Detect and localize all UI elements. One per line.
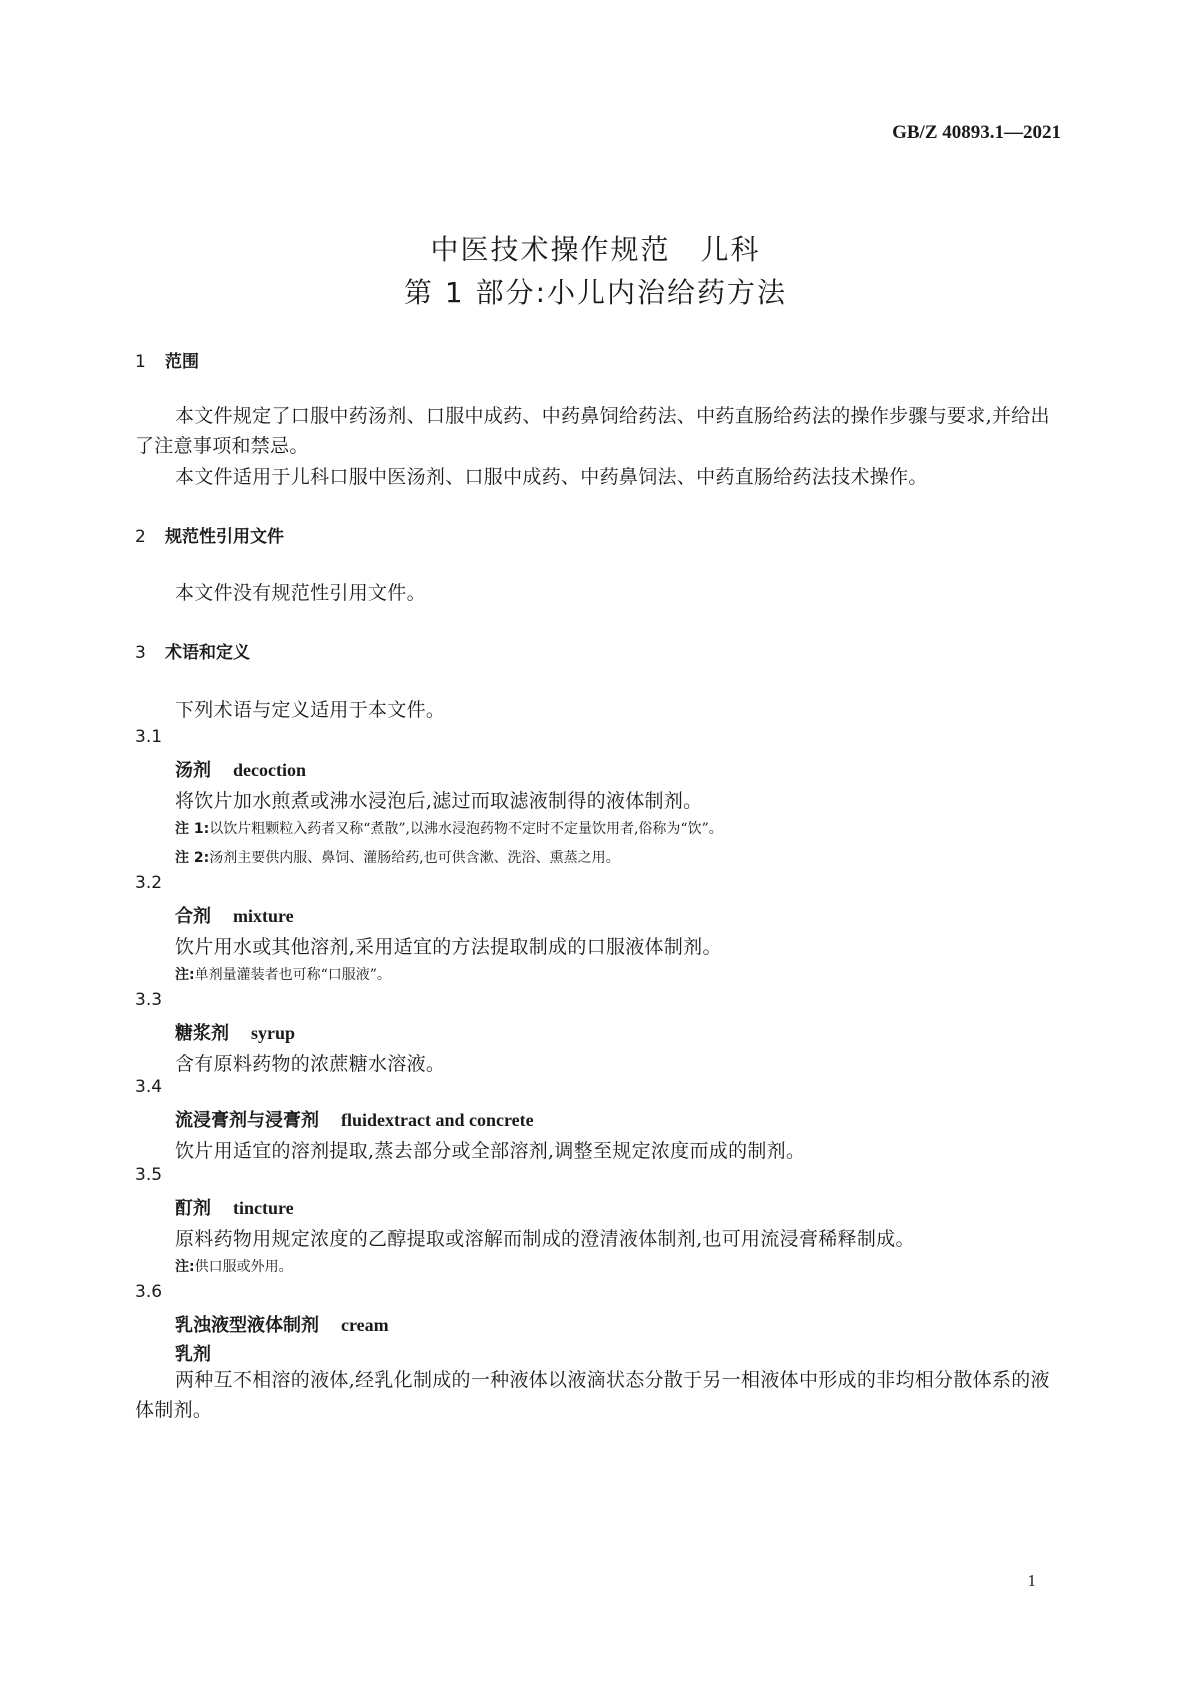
term-3-6-number: 3.6	[135, 1282, 163, 1302]
note-label: 注 2:	[175, 850, 210, 866]
term-3-6-definition: 两种互不相溶的液体,经乳化制成的一种液体以液滴状态分散于另一相液体中形成的非均相分散体系的液体制剂。	[135, 1369, 1050, 1421]
term-3-5-note	[175, 1256, 293, 1276]
note-label: 注:	[175, 967, 195, 983]
note-text: 汤剂主要供内服、鼻饲、灌肠给药,也可供含漱、洗浴、熏蒸之用。	[209, 850, 620, 866]
term-3-1-title	[175, 756, 306, 782]
section-title: 范围	[165, 352, 199, 372]
note-label: 注:	[175, 1259, 195, 1275]
term-chinese: 合剂	[175, 906, 211, 927]
term-chinese: 汤剂	[175, 760, 211, 781]
document-title-line1: 中医技术操作规范 儿科	[430, 233, 761, 266]
term-3-2-number: 3.2	[135, 873, 163, 893]
section-number: 3	[135, 643, 146, 663]
term-english: syrup	[251, 1023, 296, 1043]
note-text: 供口服或外用。	[194, 1259, 293, 1275]
term-3-2-definition: 饮片用水或其他溶剂,采用适宜的方法提取制成的口服液体制剂。	[175, 936, 722, 958]
note-text: 单剂量灌装者也可称“口服液”。	[194, 967, 391, 983]
section-2-heading	[135, 522, 284, 547]
term-3-2-note	[175, 964, 391, 984]
term-3-3-definition: 含有原料药物的浓蔗糖水溶液。	[175, 1053, 446, 1075]
term-3-2-title	[175, 902, 294, 928]
section-1-paragraph-2: 本文件适用于儿科口服中医汤剂、口服中成药、中药鼻饲法、中药直肠给药法技术操作。	[175, 466, 928, 488]
term-3-3-number: 3.3	[135, 990, 163, 1010]
term-chinese: 糖浆剂	[175, 1023, 229, 1044]
section-1-paragraph-1: 本文件规定了口服中药汤剂、口服中成药、中药鼻饲给药法、中药直肠给药法的操作步骤与要求,并给出了注意事项和禁忌。	[135, 405, 1050, 457]
term-chinese: 乳浊液型液体制剂	[175, 1315, 319, 1336]
term-alternate: 乳剂	[175, 1344, 211, 1365]
section-number: 1	[135, 352, 146, 372]
term-english: fluidextract and concrete	[341, 1110, 534, 1130]
note-text: 以饮片粗颗粒入药者又称“煮散”,以沸水浸泡药物不定时不定量饮用者,俗称为“饮”。	[209, 821, 723, 837]
section-title: 术语和定义	[165, 643, 250, 663]
term-3-3-title	[175, 1019, 295, 1045]
term-3-5-number: 3.5	[135, 1165, 163, 1185]
term-3-4-definition: 饮片用适宜的溶剂提取,蒸去部分或全部溶剂,调整至规定浓度而成的制剂。	[175, 1140, 806, 1162]
term-3-4-number: 3.4	[135, 1077, 163, 1097]
document-title-line2: 第 1 部分:小儿内治给药方法	[403, 276, 788, 309]
section-2-paragraph-1: 本文件没有规范性引用文件。	[175, 582, 426, 604]
section-3-intro: 下列术语与定义适用于本文件。	[175, 699, 446, 721]
term-3-4-title	[175, 1106, 534, 1132]
term-3-5-definition: 原料药物用规定浓度的乙醇提取或溶解而制成的澄清液体制剂,也可用流浸膏稀释制成。	[175, 1228, 915, 1250]
term-3-1-definition: 将饮片加水煎煮或沸水浸泡后,滤过而取滤液制得的液体制剂。	[175, 790, 703, 812]
standard-number: GB/Z 40893.1—2021	[892, 122, 1061, 143]
term-3-5-title	[175, 1194, 294, 1220]
term-chinese: 酊剂	[175, 1198, 211, 1219]
section-title: 规范性引用文件	[165, 527, 284, 547]
term-chinese: 流浸膏剂与浸膏剂	[175, 1110, 319, 1131]
section-number: 2	[135, 527, 146, 547]
term-english: decoction	[233, 760, 306, 780]
term-english: tincture	[233, 1198, 294, 1218]
page-number: 1	[1027, 1571, 1036, 1590]
term-3-6-title	[175, 1311, 389, 1337]
term-english: cream	[341, 1315, 389, 1335]
term-3-1-note-1	[175, 818, 723, 838]
term-3-6-alt-title	[175, 1340, 211, 1366]
term-3-1-note-2	[175, 847, 620, 867]
section-3-heading	[135, 638, 250, 663]
note-label: 注 1:	[175, 821, 210, 837]
term-english: mixture	[233, 906, 294, 926]
section-1-heading	[135, 347, 199, 372]
term-3-1-number: 3.1	[135, 727, 163, 747]
